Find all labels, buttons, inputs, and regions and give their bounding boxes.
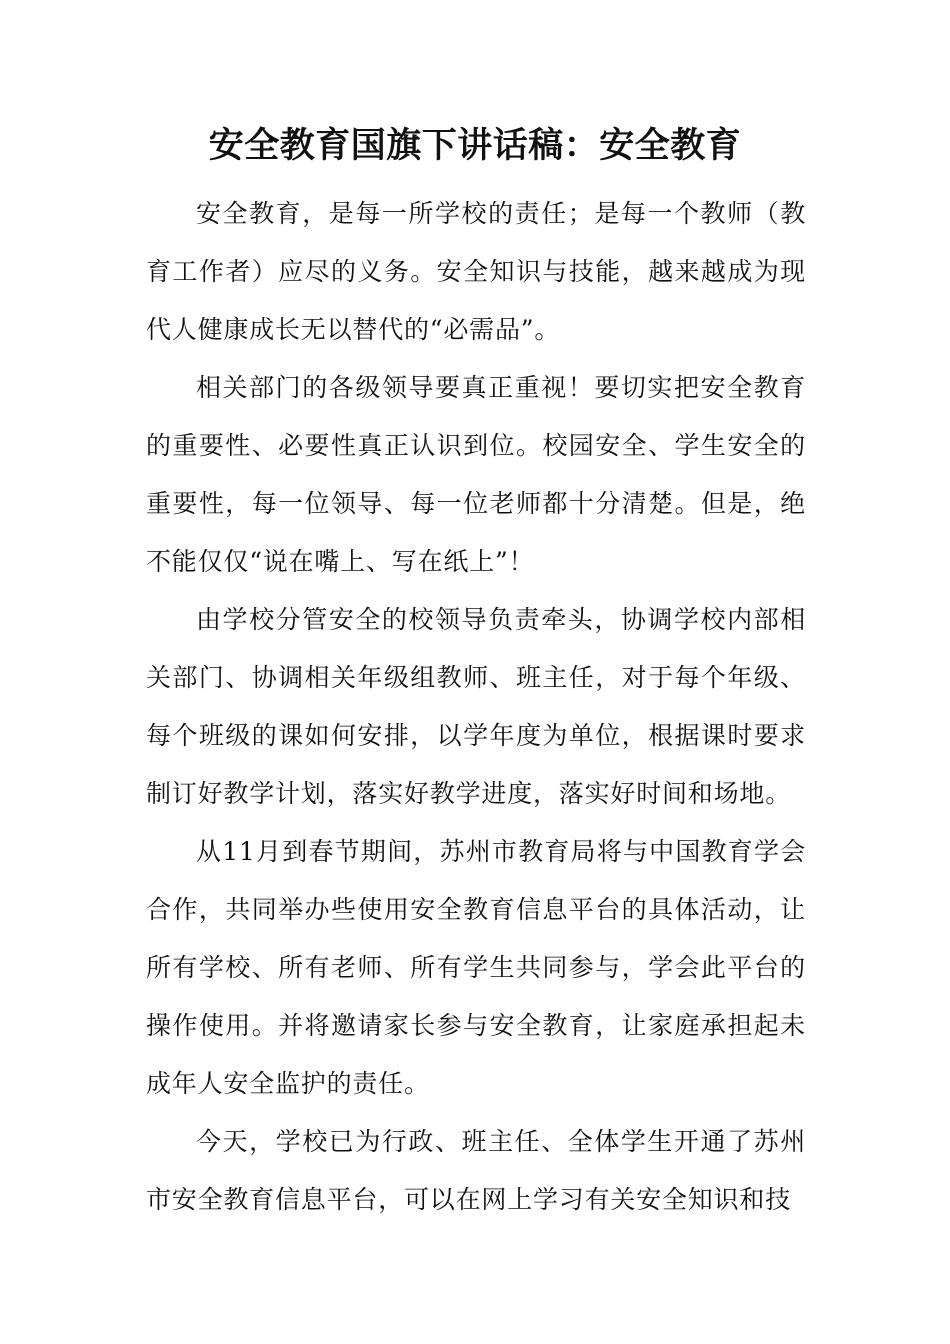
paragraph-1: 安全教育，是每一所学校的责任；是每一个教师（教育工作者）应尽的义务。安全知识与技能，越来越成为现代人健康成长无以替代的“必需品”。	[146, 199, 806, 344]
paragraph-4: 从11月到春节期间，苏州市教育局将与中国教育学会合作，共同举办些使用安全教育信息平台的具体活动，让所有学校、所有老师、所有学生共同参与，学会此平台的操作使用。并将邀请家长参与安全教育，让家庭承担起未成年人安全监护的责任。	[146, 837, 806, 1098]
paragraph-3: 由学校分管安全的校领导负责牵头，协调学校内部相关部门、协调相关年级组教师、班主任，对于每个年级、每个班级的课如何安排，以学年度为单位，根据课时要求制订好教学计划，落实好教学进度，落实好时间和场地。	[146, 605, 806, 808]
page-title: 安全教育国旗下讲话稿：安全教育	[208, 126, 742, 166]
paragraph-2: 相关部门的各级领导要真正重视！要切实把安全教育的重要性、必要性真正认识到位。校园安全、学生安全的重要性，每一位领导、每一位老师都十分清楚。但是，绝不能仅仅“说在嘴上、写在纸上”！	[146, 373, 806, 576]
paragraph-5: 今天，学校已为行政、班主任、全体学生开通了苏州市安全教育信息平台，可以在网上学习有关安全知识和技	[146, 1127, 806, 1214]
document-body	[146, 185, 806, 1229]
